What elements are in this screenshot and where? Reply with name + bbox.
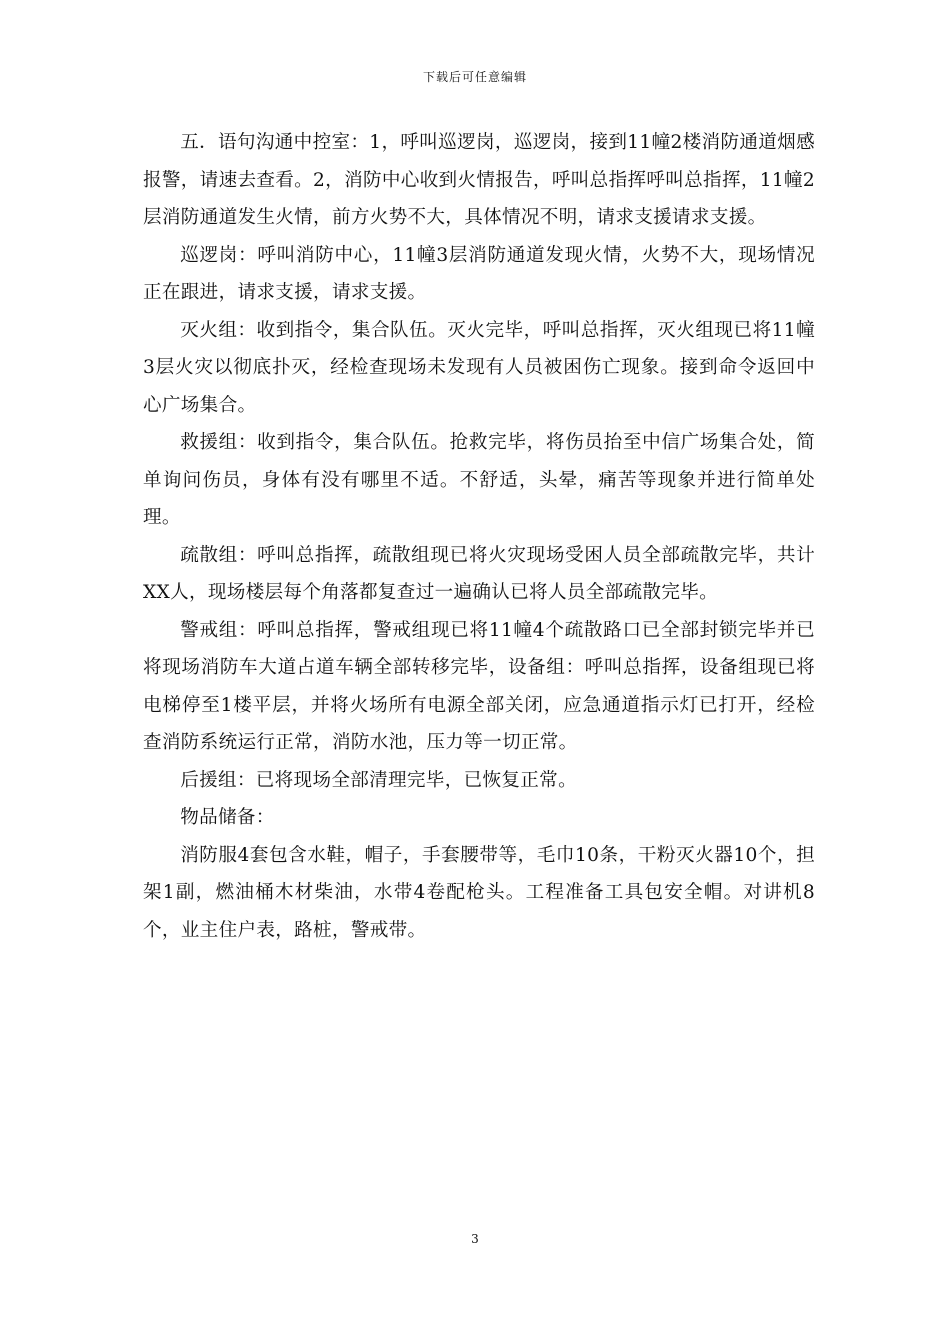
paragraph-security-team: 警戒组：呼叫总指挥，警戒组现已将11幢4个疏散路口已全部封锁完毕并已将现场消防车大道占道车辆全部转移完毕，设备组：呼叫总指挥，设备组现已将电梯停至1楼平层，并将火场所有电源全部关闭，应急通道指示灯已打开，经检查消防系统运行正常，消防水池，压力等一切正常。 [143,619,815,753]
paragraph-patrol-post: 巡逻岗：呼叫消防中心，11幢3层消防通道发现火情，火势不大，现场情况正在跟进，请求支援，请求支援。 [143,244,815,303]
paragraph-supplies-heading: 物品储备： [180,807,275,828]
paragraph-drill-communication: 五．语句沟通中控室：1，呼叫巡逻岗，巡逻岗，接到11幢2楼消防通道烟感报警，请速去查看。2，消防中心收到火情报告，呼叫总指挥呼叫总指挥，11幢2层消防通道发生火情，前方火势不大，具体情况不明，请求支援请求支援。 [143,132,816,228]
paragraph-firefighting-team: 灭火组：收到指令，集合队伍。灭火完毕，呼叫总指挥，灭火组现已将11幢3层火灾以彻底扑灭，经检查现场未发现有人员被困伤亡现象。接到命令返回中心广场集合。 [143,319,815,416]
document-body [143,124,815,949]
page-header-note: 下载后可任意编辑 [422,70,527,84]
paragraph-supplies-list: 消防服4套包含水鞋，帽子，手套腰带等，毛巾10条，干粉灭火器10个，担架1副，燃油桶木材柴油，水带4卷配枪头。工程准备工具包安全帽。对讲机8个，业主住户表，路桩，警戒带。 [143,844,815,941]
page-number: 3 [471,1232,479,1246]
paragraph-support-team: 后援组：已将现场全部清理完毕，已恢复正常。 [180,769,577,791]
paragraph-evacuation-team: 疏散组：呼叫总指挥，疏散组现已将火灾现场受困人员全部疏散完毕，共计XX人，现场楼层每个角落都复查过一遍确认已将人员全部疏散完毕。 [143,544,815,603]
paragraph-rescue-team: 救援组：收到指令，集合队伍。抢救完毕，将伤员抬至中信广场集合处，简单询问伤员，身体有没有哪里不适。不舒适，头晕，痛苦等现象并进行简单处理。 [143,432,815,528]
